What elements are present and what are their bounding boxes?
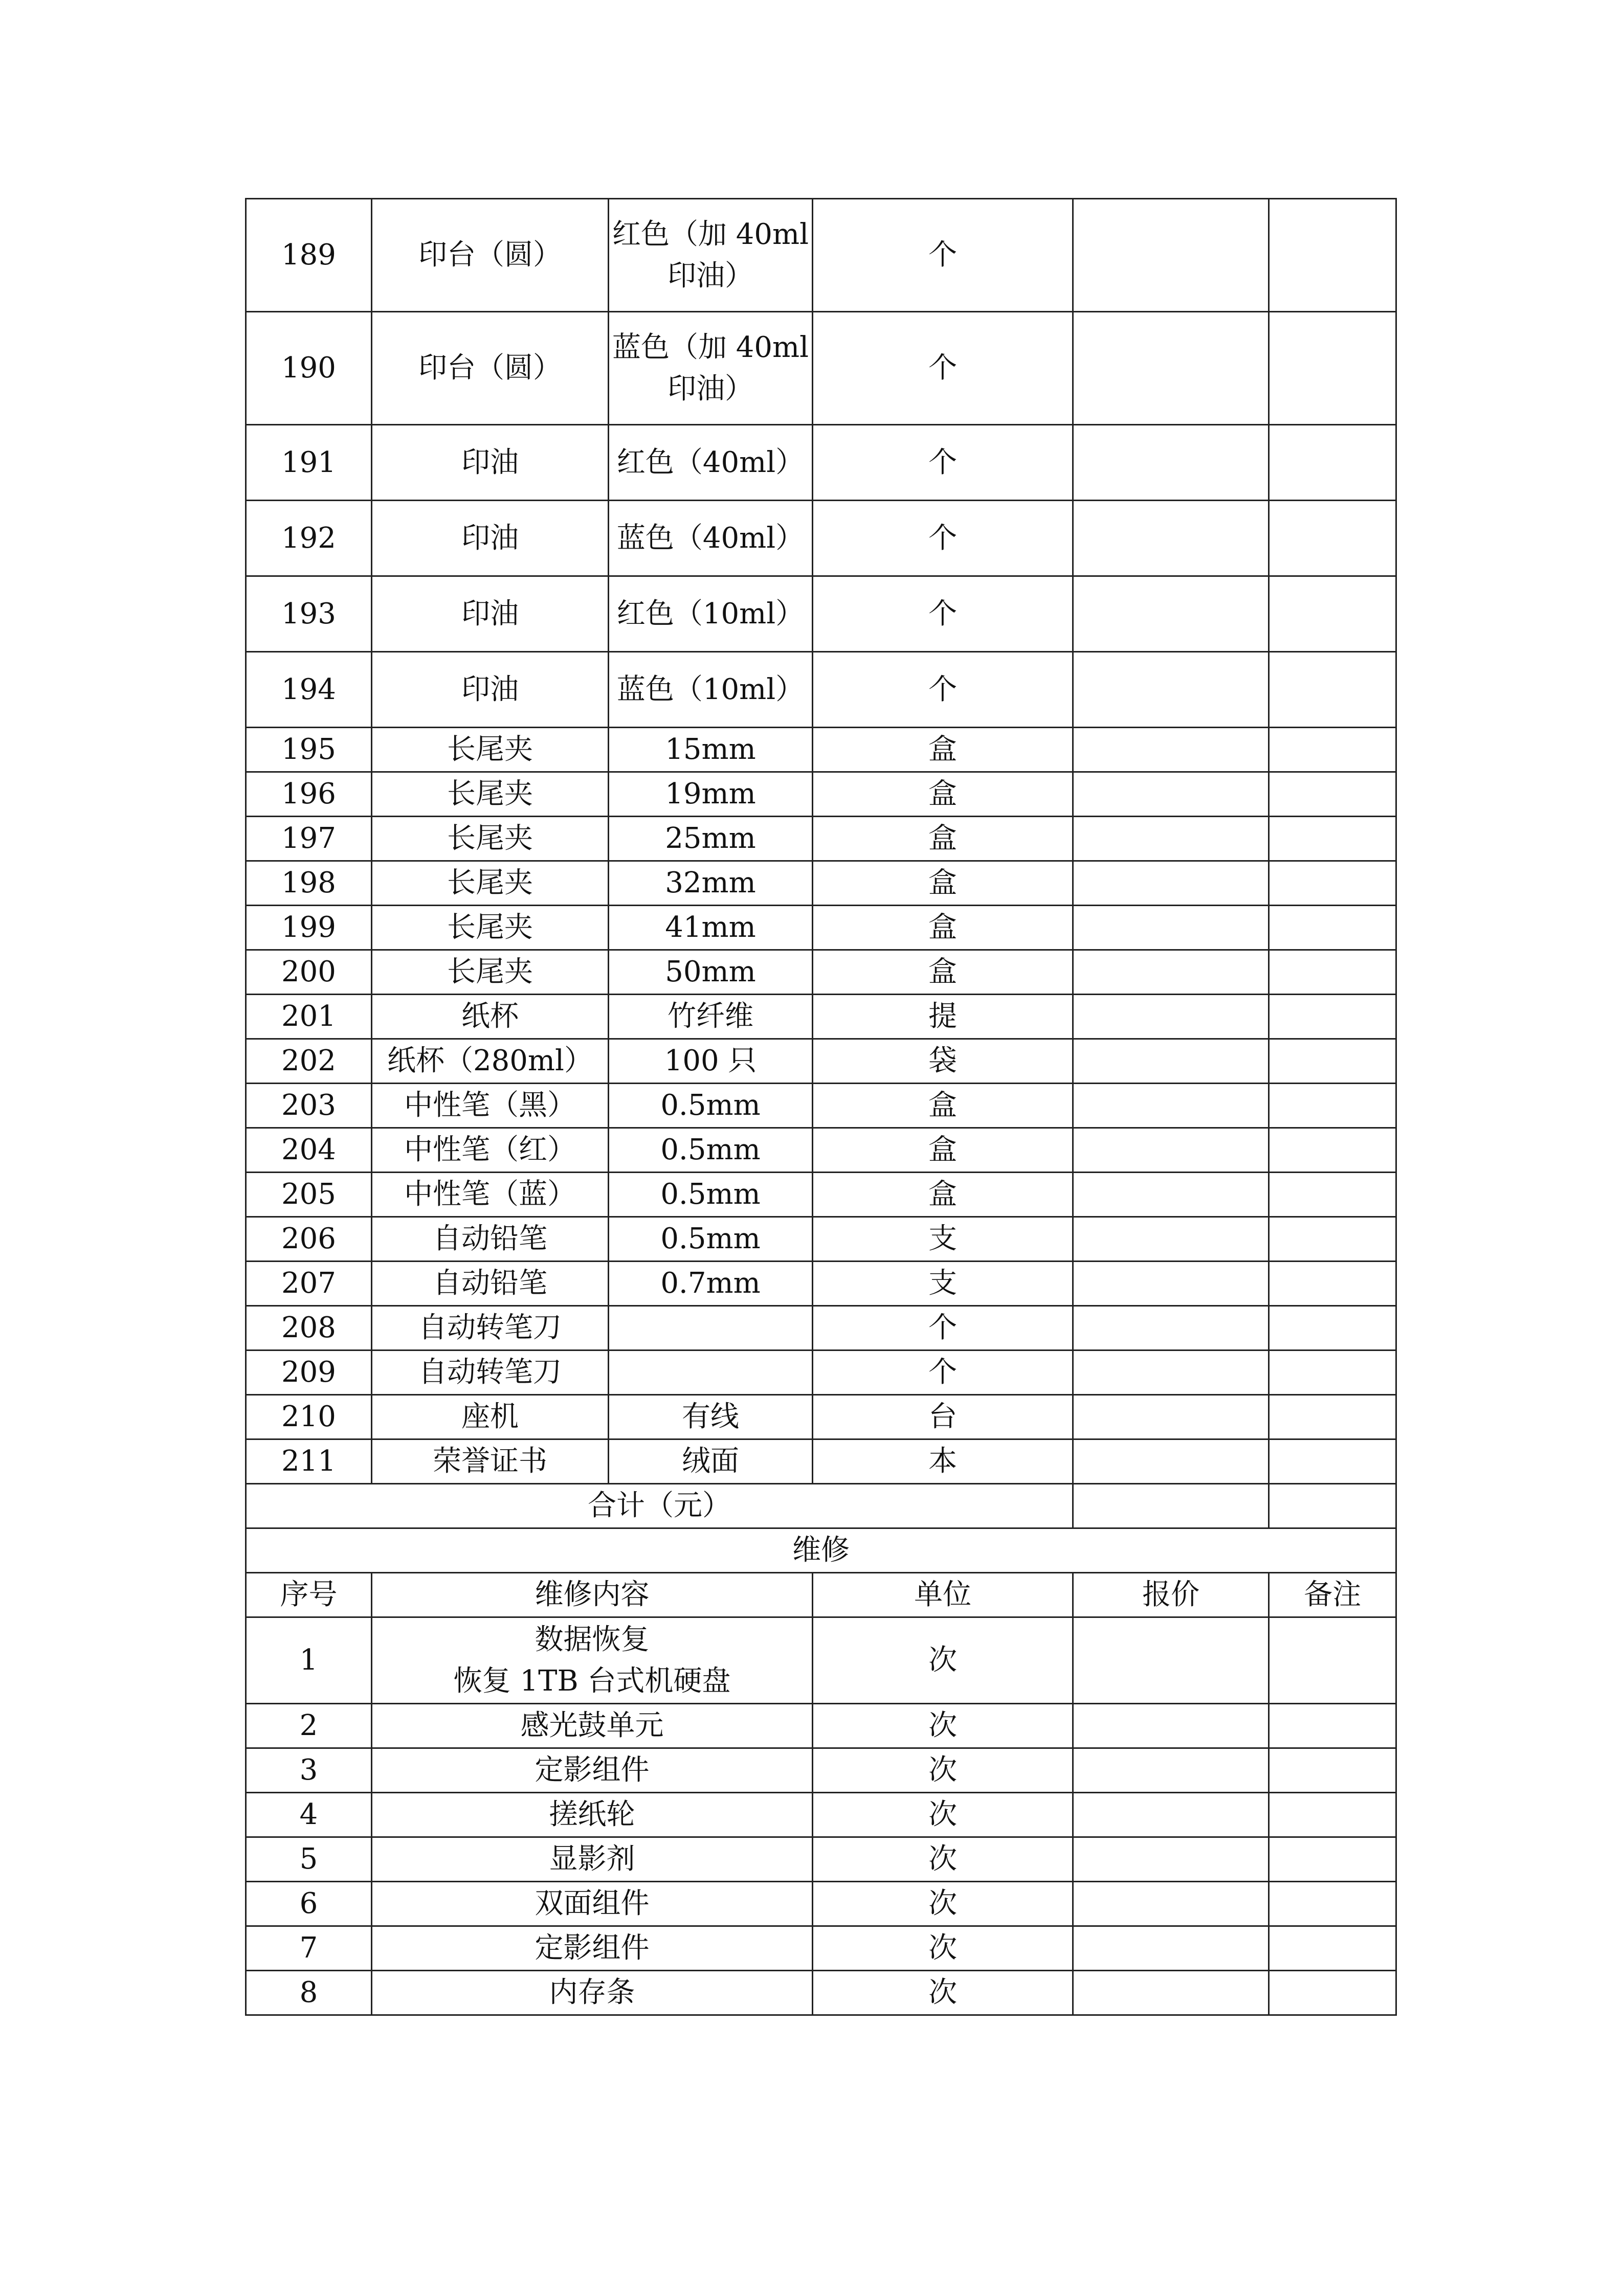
item-number: 197 <box>246 817 372 861</box>
item-number: 205 <box>246 1173 372 1217</box>
repair-unit: 次 <box>813 1704 1073 1748</box>
item-remark <box>1269 861 1396 906</box>
column-header-remark: 备注 <box>1269 1573 1396 1617</box>
item-remark <box>1269 501 1396 576</box>
item-name: 印台（圆） <box>372 312 609 425</box>
repair-price <box>1073 1793 1269 1837</box>
item-price <box>1073 950 1269 995</box>
repair-remark <box>1269 1748 1396 1793</box>
item-unit: 盒 <box>813 772 1073 817</box>
column-header-unit: 单位 <box>813 1573 1073 1617</box>
item-name: 长尾夹 <box>372 906 609 950</box>
item-price <box>1073 906 1269 950</box>
item-unit: 盒 <box>813 906 1073 950</box>
repair-content: 双面组件 <box>372 1882 813 1926</box>
repair-number: 8 <box>246 1971 372 2015</box>
item-remark <box>1269 1173 1396 1217</box>
item-remark <box>1269 906 1396 950</box>
item-name: 中性笔（红） <box>372 1128 609 1173</box>
item-remark <box>1269 950 1396 995</box>
item-remark <box>1269 576 1396 652</box>
item-remark <box>1269 312 1396 425</box>
item-spec: 绒面 <box>609 1439 813 1484</box>
item-spec: 100 只 <box>609 1039 813 1084</box>
item-name: 纸杯（280ml） <box>372 1039 609 1084</box>
item-remark <box>1269 1262 1396 1306</box>
item-price <box>1073 1262 1269 1306</box>
item-number: 198 <box>246 861 372 906</box>
table-row <box>246 1217 1396 1262</box>
item-remark <box>1269 772 1396 817</box>
item-remark <box>1269 199 1396 312</box>
item-number: 192 <box>246 501 372 576</box>
item-spec <box>609 1350 813 1395</box>
repair-content: 内存条 <box>372 1971 813 2015</box>
repair-unit: 次 <box>813 1926 1073 1971</box>
table-row <box>246 1439 1396 1484</box>
item-number: 206 <box>246 1217 372 1262</box>
item-unit: 提 <box>813 995 1073 1039</box>
item-unit: 盒 <box>813 1128 1073 1173</box>
item-remark <box>1269 1439 1396 1484</box>
item-price <box>1073 425 1269 501</box>
item-spec: 红色（10ml） <box>609 576 813 652</box>
repair-unit: 次 <box>813 1748 1073 1793</box>
item-remark <box>1269 1395 1396 1439</box>
item-number: 210 <box>246 1395 372 1439</box>
item-name: 自动铅笔 <box>372 1217 609 1262</box>
repair-content: 数据恢复 恢复 1TB 台式机硬盘 <box>372 1617 813 1704</box>
repair-price <box>1073 1837 1269 1882</box>
repair-unit: 次 <box>813 1793 1073 1837</box>
item-remark <box>1269 425 1396 501</box>
item-unit: 个 <box>813 576 1073 652</box>
item-price <box>1073 1173 1269 1217</box>
item-number: 204 <box>246 1128 372 1173</box>
item-unit: 个 <box>813 1350 1073 1395</box>
item-number: 191 <box>246 425 372 501</box>
repair-unit: 次 <box>813 1882 1073 1926</box>
item-number: 207 <box>246 1262 372 1306</box>
table-row <box>246 1926 1396 1971</box>
repair-number: 3 <box>246 1748 372 1793</box>
repair-content: 显影剂 <box>372 1837 813 1882</box>
item-price <box>1073 1084 1269 1128</box>
table-row <box>246 1173 1396 1217</box>
item-name: 中性笔（蓝） <box>372 1173 609 1217</box>
total-remark <box>1269 1484 1396 1528</box>
repair-remark <box>1269 1617 1396 1704</box>
item-spec: 25mm <box>609 817 813 861</box>
repair-number: 2 <box>246 1704 372 1748</box>
item-unit: 支 <box>813 1262 1073 1306</box>
table-row <box>246 1617 1396 1704</box>
total-price <box>1073 1484 1269 1528</box>
item-name: 长尾夹 <box>372 817 609 861</box>
table-row <box>246 1350 1396 1395</box>
item-number: 201 <box>246 995 372 1039</box>
item-number: 193 <box>246 576 372 652</box>
item-name: 印油 <box>372 576 609 652</box>
table-row <box>246 1882 1396 1926</box>
item-price <box>1073 772 1269 817</box>
item-price <box>1073 576 1269 652</box>
table-row <box>246 995 1396 1039</box>
repair-number: 6 <box>246 1882 372 1926</box>
item-unit: 支 <box>813 1217 1073 1262</box>
item-price <box>1073 1395 1269 1439</box>
item-remark <box>1269 995 1396 1039</box>
repair-number: 1 <box>246 1617 372 1704</box>
table-row <box>246 772 1396 817</box>
item-name: 长尾夹 <box>372 861 609 906</box>
item-unit: 盒 <box>813 1173 1073 1217</box>
table-row <box>246 906 1396 950</box>
item-price <box>1073 312 1269 425</box>
table-row <box>246 1306 1396 1350</box>
item-name: 自动铅笔 <box>372 1262 609 1306</box>
table-row <box>246 652 1396 728</box>
column-header-content: 维修内容 <box>372 1573 813 1617</box>
item-unit: 盒 <box>813 817 1073 861</box>
item-price <box>1073 1128 1269 1173</box>
repair-remark <box>1269 1971 1396 2015</box>
item-price <box>1073 1039 1269 1084</box>
item-price <box>1073 817 1269 861</box>
item-number: 199 <box>246 906 372 950</box>
item-name: 纸杯 <box>372 995 609 1039</box>
item-remark <box>1269 1128 1396 1173</box>
repair-number: 4 <box>246 1793 372 1837</box>
procurement-table <box>245 198 1397 2016</box>
table-row <box>246 1837 1396 1882</box>
item-price <box>1073 1217 1269 1262</box>
item-remark <box>1269 652 1396 728</box>
item-name: 印油 <box>372 501 609 576</box>
item-number: 196 <box>246 772 372 817</box>
repair-remark <box>1269 1837 1396 1882</box>
item-unit: 台 <box>813 1395 1073 1439</box>
table-row <box>246 425 1396 501</box>
item-spec <box>609 1306 813 1350</box>
repair-content: 定影组件 <box>372 1748 813 1793</box>
item-price <box>1073 861 1269 906</box>
item-name: 长尾夹 <box>372 728 609 772</box>
item-unit: 盒 <box>813 728 1073 772</box>
table-row <box>246 1262 1396 1306</box>
repair-unit: 次 <box>813 1617 1073 1704</box>
table-row <box>246 312 1396 425</box>
item-unit: 个 <box>813 652 1073 728</box>
repair-remark <box>1269 1704 1396 1748</box>
item-price <box>1073 1350 1269 1395</box>
item-remark <box>1269 1217 1396 1262</box>
item-price <box>1073 501 1269 576</box>
table-row <box>246 1084 1396 1128</box>
item-spec: 红色（40ml） <box>609 425 813 501</box>
table-row <box>246 576 1396 652</box>
table-row <box>246 1793 1396 1837</box>
repair-remark <box>1269 1793 1396 1837</box>
table-row <box>246 1039 1396 1084</box>
item-spec: 0.5mm <box>609 1084 813 1128</box>
item-unit: 盒 <box>813 950 1073 995</box>
item-unit: 袋 <box>813 1039 1073 1084</box>
item-remark <box>1269 1350 1396 1395</box>
repair-price <box>1073 1617 1269 1704</box>
table-row <box>246 817 1396 861</box>
item-price <box>1073 1439 1269 1484</box>
column-header-price: 报价 <box>1073 1573 1269 1617</box>
item-name: 印油 <box>372 652 609 728</box>
item-number: 189 <box>246 199 372 312</box>
repair-number: 7 <box>246 1926 372 1971</box>
item-number: 209 <box>246 1350 372 1395</box>
item-name: 座机 <box>372 1395 609 1439</box>
item-spec: 41mm <box>609 906 813 950</box>
item-number: 202 <box>246 1039 372 1084</box>
item-unit: 盒 <box>813 1084 1073 1128</box>
table-row <box>246 950 1396 995</box>
item-spec: 0.5mm <box>609 1217 813 1262</box>
table-row <box>246 1128 1396 1173</box>
item-unit: 个 <box>813 312 1073 425</box>
item-remark <box>1269 728 1396 772</box>
repair-unit: 次 <box>813 1837 1073 1882</box>
item-remark <box>1269 817 1396 861</box>
item-spec: 红色（加 40ml 印油） <box>609 199 813 312</box>
repair-number: 5 <box>246 1837 372 1882</box>
repair-price <box>1073 1704 1269 1748</box>
item-unit: 个 <box>813 199 1073 312</box>
item-unit: 个 <box>813 425 1073 501</box>
repair-unit: 次 <box>813 1971 1073 2015</box>
repair-price <box>1073 1926 1269 1971</box>
item-name: 长尾夹 <box>372 950 609 995</box>
item-remark <box>1269 1039 1396 1084</box>
repair-price <box>1073 1971 1269 2015</box>
item-spec: 0.7mm <box>609 1262 813 1306</box>
repair-content: 搓纸轮 <box>372 1793 813 1837</box>
repair-header-row <box>246 1573 1396 1617</box>
table-row <box>246 1971 1396 2015</box>
item-name: 荣誉证书 <box>372 1439 609 1484</box>
item-spec: 0.5mm <box>609 1128 813 1173</box>
item-name: 自动转笔刀 <box>372 1350 609 1395</box>
item-price <box>1073 1306 1269 1350</box>
table-row <box>246 1704 1396 1748</box>
item-number: 208 <box>246 1306 372 1350</box>
item-price <box>1073 728 1269 772</box>
item-spec: 0.5mm <box>609 1173 813 1217</box>
table-row <box>246 1395 1396 1439</box>
table-row <box>246 728 1396 772</box>
table-row <box>246 1748 1396 1793</box>
item-price <box>1073 199 1269 312</box>
item-spec: 蓝色（10ml） <box>609 652 813 728</box>
item-remark <box>1269 1306 1396 1350</box>
item-unit: 盒 <box>813 861 1073 906</box>
table-row <box>246 501 1396 576</box>
repair-content: 定影组件 <box>372 1926 813 1971</box>
repair-remark <box>1269 1882 1396 1926</box>
repair-remark <box>1269 1926 1396 1971</box>
item-spec: 32mm <box>609 861 813 906</box>
item-number: 194 <box>246 652 372 728</box>
item-price <box>1073 652 1269 728</box>
section-header-row <box>246 1528 1396 1573</box>
repair-content: 感光鼓单元 <box>372 1704 813 1748</box>
item-number: 195 <box>246 728 372 772</box>
item-spec: 蓝色（加 40ml 印油） <box>609 312 813 425</box>
item-unit: 本 <box>813 1439 1073 1484</box>
repair-price <box>1073 1748 1269 1793</box>
item-name: 印油 <box>372 425 609 501</box>
item-name: 自动转笔刀 <box>372 1306 609 1350</box>
table-row <box>246 861 1396 906</box>
item-number: 200 <box>246 950 372 995</box>
item-spec: 50mm <box>609 950 813 995</box>
item-spec: 蓝色（40ml） <box>609 501 813 576</box>
item-number: 190 <box>246 312 372 425</box>
total-row <box>246 1484 1396 1528</box>
total-label: 合计（元） <box>246 1484 1073 1528</box>
item-spec: 15mm <box>609 728 813 772</box>
item-unit: 个 <box>813 501 1073 576</box>
item-name: 长尾夹 <box>372 772 609 817</box>
column-header-number: 序号 <box>246 1573 372 1617</box>
item-remark <box>1269 1084 1396 1128</box>
item-unit: 个 <box>813 1306 1073 1350</box>
repair-price <box>1073 1882 1269 1926</box>
item-number: 211 <box>246 1439 372 1484</box>
item-spec: 竹纤维 <box>609 995 813 1039</box>
item-price <box>1073 995 1269 1039</box>
item-name: 印台（圆） <box>372 199 609 312</box>
item-number: 203 <box>246 1084 372 1128</box>
table-row <box>246 199 1396 312</box>
item-spec: 有线 <box>609 1395 813 1439</box>
item-name: 中性笔（黑） <box>372 1084 609 1128</box>
item-spec: 19mm <box>609 772 813 817</box>
section-title: 维修 <box>246 1528 1396 1573</box>
